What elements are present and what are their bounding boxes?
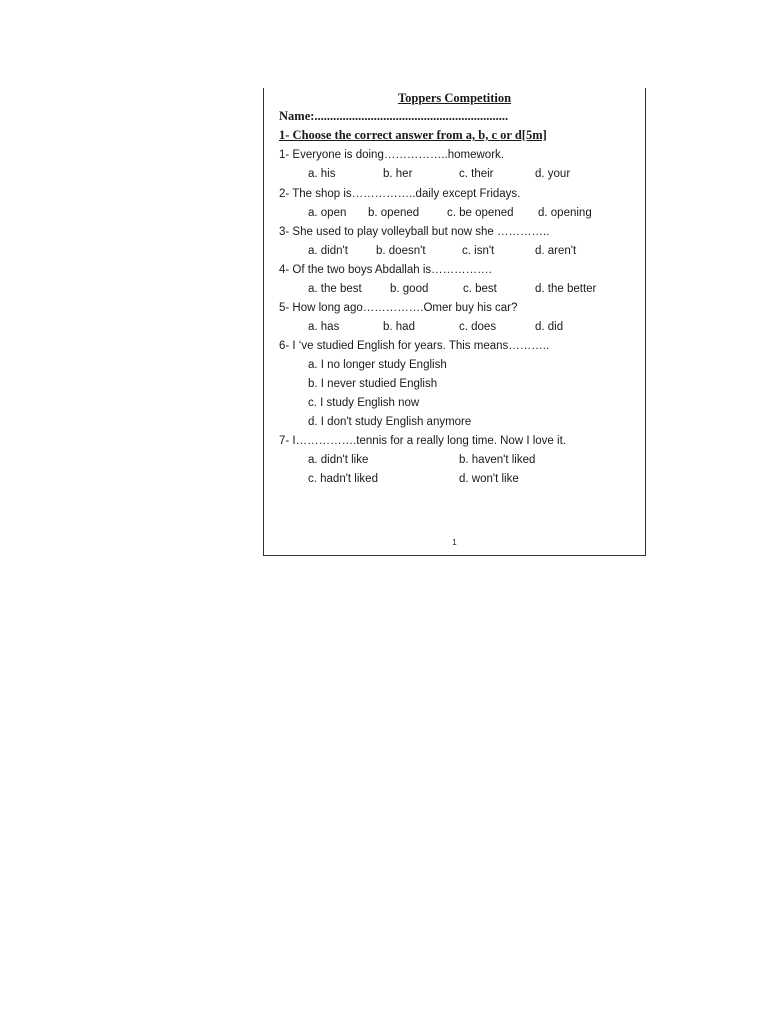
question-7-option-d: d. won't like	[459, 473, 519, 485]
question-5-option-a: a. has	[308, 321, 340, 333]
question-2-option-b: b. opened	[368, 207, 420, 219]
question-5-option-d: d. did	[535, 321, 564, 333]
page-title: Toppers Competition	[397, 91, 512, 105]
question-3-option-c: c. isn't	[462, 245, 495, 257]
question-3-option-a: a. didn't	[308, 245, 348, 257]
question-3: 3- She used to play volleyball but now she …………..	[279, 226, 550, 238]
section-heading: 1- Choose the correct answer from a, b, c or d[5m]	[279, 128, 547, 142]
page-number: 1	[452, 538, 457, 547]
question-1: 1- Everyone is doing……………..homework.	[279, 149, 504, 161]
question-2: 2- The shop is……………..daily except Fridays.	[279, 188, 521, 200]
question-7-option-b: b. haven't liked	[459, 454, 536, 466]
question-5-option-c: c. does	[459, 321, 497, 333]
question-4-option-d: d. the better	[535, 283, 597, 295]
question-3-option-b: b. doesn't	[376, 245, 426, 257]
question-5: 5- How long ago…………….Omer buy his car?	[279, 302, 518, 314]
question-7: 7- I…………….tennis for a really long time. Now I love it.	[279, 435, 566, 447]
question-2-option-a: a. open	[308, 207, 347, 219]
question-6: 6- I ‘ve studied English for years. This means………..	[279, 340, 550, 352]
question-4-option-a: a. the best	[308, 283, 362, 295]
question-6-option-d: d. I don't study English anymore	[308, 416, 472, 428]
question-4-option-b: b. good	[390, 283, 429, 295]
question-3-option-d: d. aren't	[535, 245, 577, 257]
question-2-option-c: c. be opened	[447, 207, 514, 219]
question-7-option-c: c. hadn't liked	[308, 473, 378, 485]
question-1-option-b: b. her	[383, 168, 413, 180]
question-4-option-c: c. best	[463, 283, 497, 295]
question-1-option-d: d. your	[535, 168, 571, 180]
question-2-option-d: d. opening	[538, 207, 592, 219]
name-field-line: Name:..............................................................	[279, 109, 509, 123]
question-6-option-a: a. I no longer study English	[308, 359, 447, 371]
question-1-option-c: c. their	[459, 168, 494, 180]
question-4: 4- Of the two boys Abdallah is…………….	[279, 264, 492, 276]
question-6-option-b: b. I never studied English	[308, 378, 438, 390]
worksheet-page	[263, 88, 646, 556]
question-6-option-c: c. I study English now	[308, 397, 420, 409]
question-7-option-a: a. didn't like	[308, 454, 369, 466]
question-5-option-b: b. had	[383, 321, 415, 333]
question-1-option-a: a. his	[308, 168, 336, 180]
